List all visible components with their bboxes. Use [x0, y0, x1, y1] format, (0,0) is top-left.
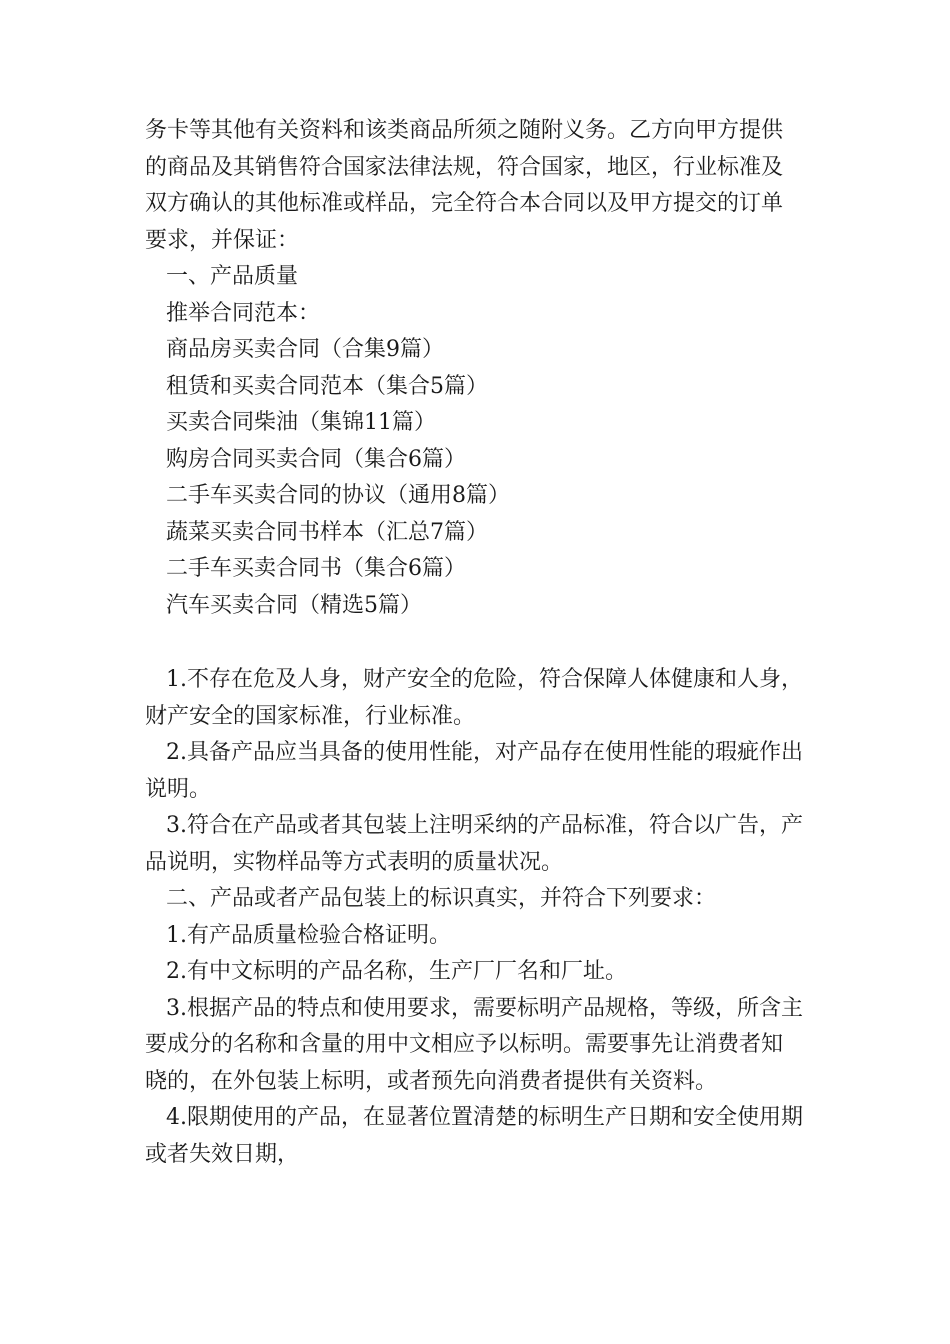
template-link[interactable]: 购房合同买卖合同（集合6篇）: [166, 446, 466, 472]
template-link[interactable]: 租赁和买卖合同范本（集合5篇）: [166, 373, 488, 399]
clause-line: 1.有产品质量检验合格证明。: [166, 922, 451, 948]
template-link[interactable]: 二手车买卖合同书（集合6篇）: [166, 556, 466, 581]
blank-line: [145, 624, 810, 662]
recommended-templates-label: 推举合同范本：: [166, 300, 321, 326]
clause-paragraph: [145, 1100, 810, 1173]
text-line: 务卡等其他有关资料和该类商品所须之随附义务。乙方向甲方提供: [145, 118, 784, 143]
clause-paragraph: [145, 662, 810, 735]
clause-paragraph: [145, 808, 810, 881]
text-line: 3.符合在产品或者其包装上注明采纳的产品标准，符合以广告，产: [166, 813, 803, 838]
section-heading-labeling: 二、产品或者产品包装上的标识真实，并符合下列要求：: [166, 886, 717, 911]
template-link[interactable]: 商品房买卖合同（合集9篇）: [166, 337, 444, 362]
text-line: 3.根据产品的特点和使用要求，需要标明产品规格，等级，所含主: [166, 995, 803, 1021]
text-line: 2.具备产品应当具备的使用性能，对产品存在使用性能的瑕疵作出: [166, 740, 803, 765]
template-link[interactable]: 汽车买卖合同（精选5篇）: [166, 592, 422, 618]
text-line: 晓的，在外包装上标明，或者预先向消费者提供有关资料。: [145, 1068, 718, 1094]
clause-paragraph: [145, 991, 810, 1101]
text-line: 的商品及其销售符合国家法律法规，符合国家，地区，行业标准及: [145, 154, 784, 180]
text-line: 要求，并保证：: [145, 227, 300, 253]
text-line: 品说明，实物样品等方式表明的质量状况。: [145, 849, 564, 875]
clause-line: 2.有中文标明的产品名称，生产厂厂名和厂址。: [166, 959, 627, 984]
text-line: 财产安全的国家标准，行业标准。: [145, 703, 476, 729]
intro-paragraph: [145, 113, 810, 259]
template-link[interactable]: 二手车买卖合同的协议（通用8篇）: [166, 483, 510, 508]
recommended-templates-list: [145, 332, 810, 624]
document-page: [145, 113, 810, 1173]
text-line: 或者失效日期，: [145, 1141, 300, 1167]
text-line: 1.不存在危及人身，财产安全的危险，符合保障人体健康和人身，: [166, 667, 803, 692]
text-line: 双方确认的其他标准或样品，完全符合本合同以及甲方提交的订单: [145, 191, 784, 216]
text-line: 4.限期使用的产品，在显著位置清楚的标明生产日期和安全使用期: [166, 1105, 803, 1130]
section-heading-product-quality: 一、产品质量: [166, 264, 299, 289]
template-link[interactable]: 蔬菜买卖合同书样本（汇总7篇）: [166, 519, 488, 545]
text-line: 说明。: [145, 776, 212, 802]
template-link[interactable]: 买卖合同柴油（集锦11篇）: [166, 410, 436, 435]
clause-paragraph: [145, 735, 810, 808]
text-line: 要成分的名称和含量的用中文相应予以标明。需要事先让消费者知: [145, 1032, 784, 1057]
